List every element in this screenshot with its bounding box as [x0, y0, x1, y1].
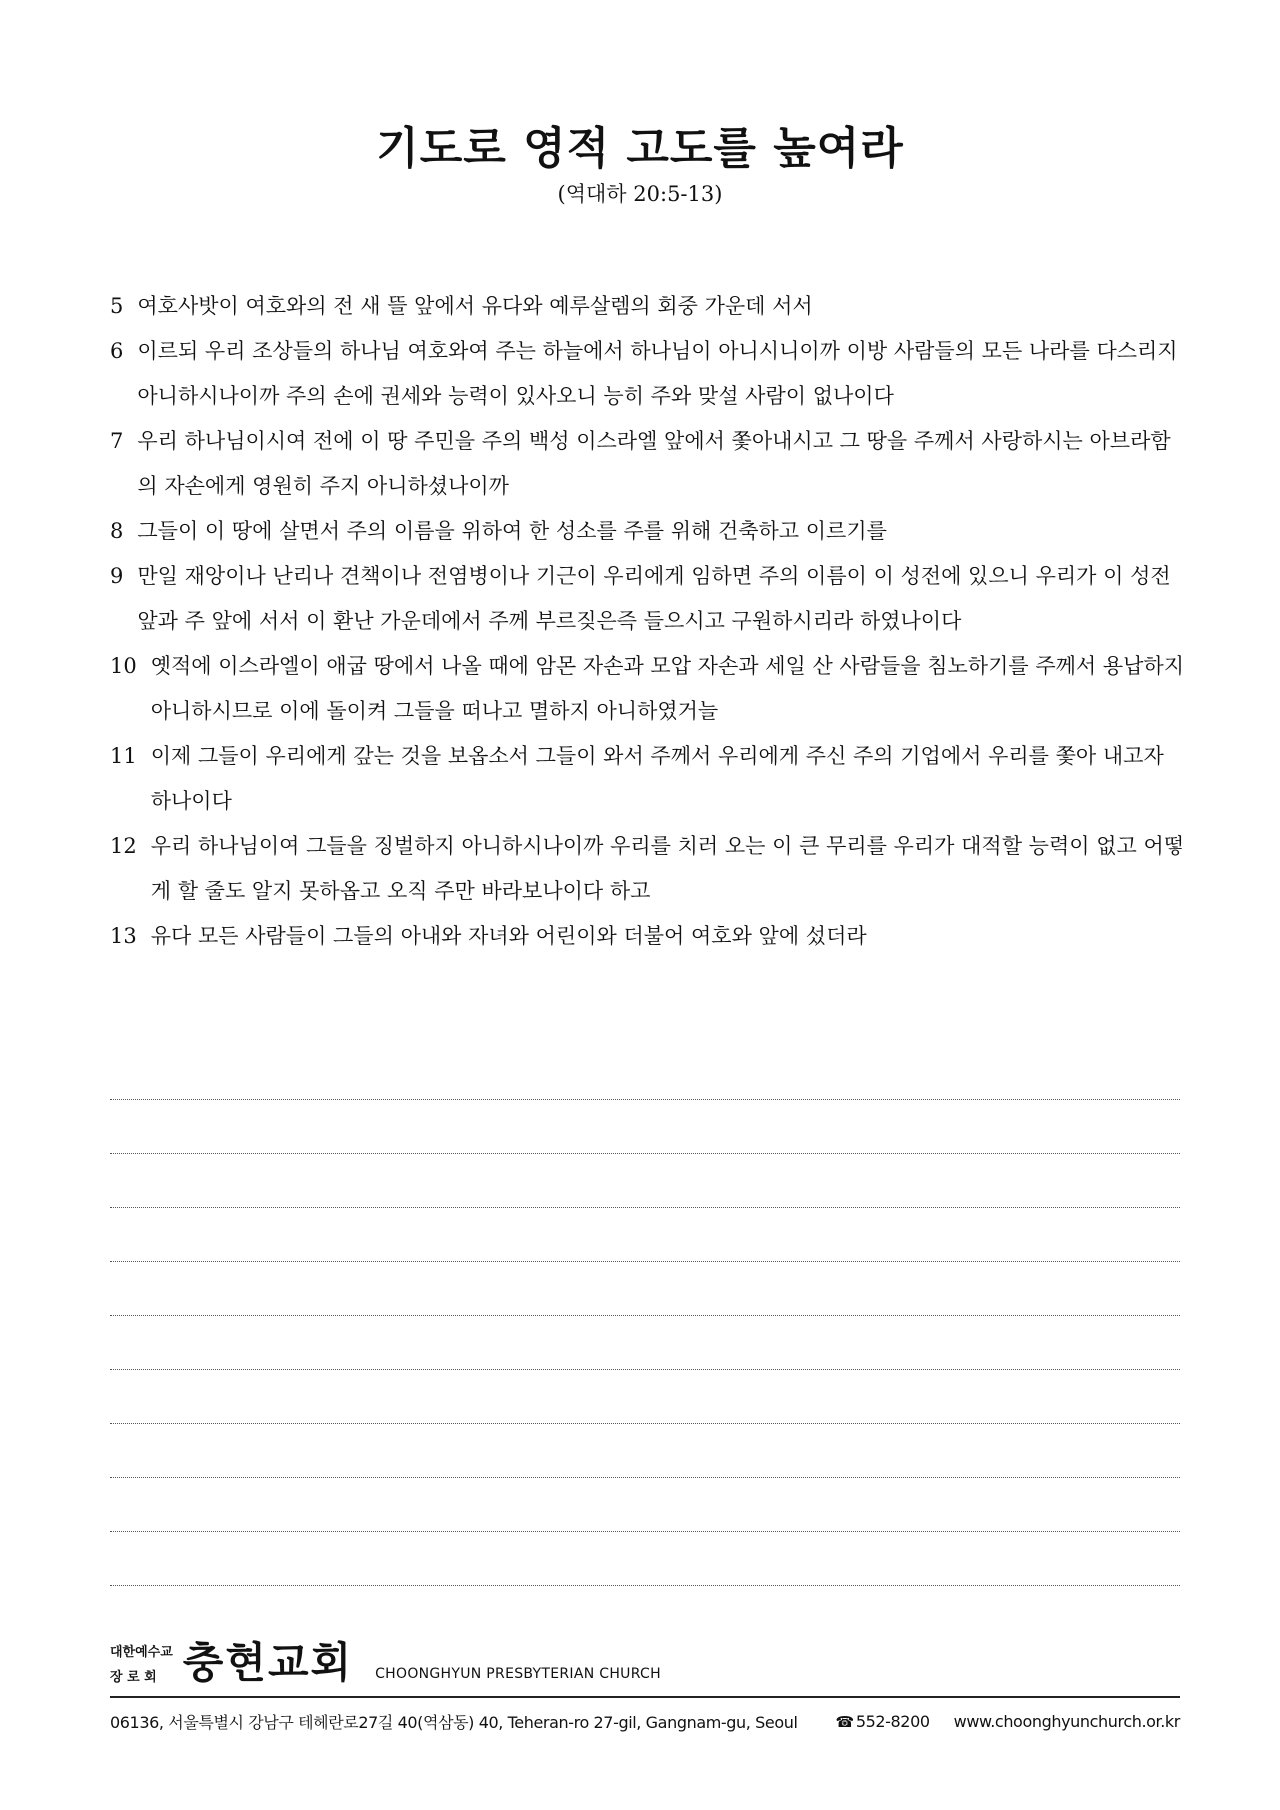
- verse-list: [110, 284, 1190, 959]
- verse-number: 5: [110, 294, 124, 318]
- verse-number: 13: [110, 924, 137, 948]
- verse-number: 11: [110, 744, 137, 768]
- verse-number: 9: [110, 564, 124, 588]
- logo-small-bottom: 장 로 회: [110, 1670, 157, 1685]
- note-line: [110, 1424, 1180, 1478]
- verse-item: [110, 284, 1190, 329]
- verse-item: [110, 644, 1190, 734]
- verse-item: [110, 419, 1190, 509]
- verse-number: 10: [110, 654, 137, 678]
- verse-item: [110, 554, 1190, 644]
- verse-text: 이르되 우리 조상들의 하나님 여호와여 주는 하늘에서 하나님이 아니시니이까 이방 사람들의 모든 나라를 다스리지 아니하시나이까 주의 손에 권세와 능력이 있사오니 능히 주와 맞설 사람이 없나이다: [137, 339, 1178, 408]
- verse-number: 12: [110, 834, 137, 858]
- website: www.choonghyunchurch.or.kr: [953, 1712, 1180, 1731]
- note-line: [110, 1316, 1180, 1370]
- verse-text: 그들이 이 땅에 살면서 주의 이름을 위하여 한 성소를 주를 위해 건축하고 이르기를: [137, 519, 887, 543]
- verse-item: [110, 824, 1190, 914]
- verse-item: [110, 734, 1190, 824]
- verse-item: [110, 509, 1190, 554]
- verse-number: 6: [110, 339, 124, 363]
- church-logo: [110, 1636, 1180, 1686]
- verse-text: 여호사밧이 여호와의 전 새 뜰 앞에서 유다와 예루살렘의 회중 가운데 서서: [137, 294, 813, 318]
- note-line: [110, 1154, 1180, 1208]
- phone-number: 552-8200: [855, 1712, 930, 1731]
- verse-text: 옛적에 이스라엘이 애굽 땅에서 나올 때에 암몬 자손과 모압 자손과 세일 산 사람들을 침노하기를 주께서 용납하지 아니하시므로 이에 돌이켜 그들을 떠나고 멸하지 아니하였거늘: [150, 654, 1185, 723]
- footer: [110, 1636, 1180, 1733]
- verse-text: 만일 재앙이나 난리나 견책이나 전염병이나 기근이 우리에게 임하면 주의 이름이 이 성전에 있으니 우리가 이 성전 앞과 주 앞에 서서 이 환난 가운데에서 주께 부르짖은즉 들으시고 구원하시리라 하였나이다: [137, 564, 1171, 633]
- scripture-reference: (역대하 20:5-13): [557, 182, 723, 206]
- verse-number: 8: [110, 519, 124, 543]
- page-title: 기도로 영적 고도를 높여라: [376, 123, 904, 174]
- note-line: [110, 1532, 1180, 1586]
- verse-item: [110, 914, 1190, 959]
- verse-number: 7: [110, 429, 124, 453]
- logo-denomination: [110, 1644, 173, 1686]
- note-line: [110, 1100, 1180, 1154]
- contact-row: [110, 1710, 1180, 1733]
- note-line: [110, 1478, 1180, 1532]
- logo-small-top: 대한예수교: [110, 1645, 173, 1660]
- verse-text: 우리 하나님이시여 전에 이 땅 주민을 주의 백성 이스라엘 앞에서 쫓아내시고 그 땅을 주께서 사랑하시는 아브라함의 자손에게 영원히 주지 아니하셨나이까: [137, 429, 1171, 498]
- note-lines: [110, 1046, 1180, 1586]
- note-line: [110, 1370, 1180, 1424]
- footer-divider: [110, 1696, 1180, 1698]
- verse-item: [110, 329, 1190, 419]
- phone: [836, 1712, 930, 1731]
- note-line: [110, 1208, 1180, 1262]
- address: 06136, 서울특별시 강남구 테헤란로27길 40(역삼동) 40, Teheran-ro 27-gil, Gangnam-gu, Seoul: [110, 1713, 798, 1732]
- verse-text: 이제 그들이 우리에게 갚는 것을 보옵소서 그들이 와서 주께서 우리에게 주신 주의 기업에서 우리를 쫓아 내고자 하나이다: [150, 744, 1164, 813]
- verse-text: 우리 하나님이여 그들을 징벌하지 아니하시나이까 우리를 치러 오는 이 큰 무리를 우리가 대적할 능력이 없고 어떻게 할 줄도 알지 못하옵고 오직 주만 바라보나이다 하고: [150, 834, 1185, 903]
- verse-text: 유다 모든 사람들이 그들의 아내와 자녀와 어린이와 더불어 여호와 앞에 섰더라: [150, 924, 867, 948]
- note-line: [110, 1262, 1180, 1316]
- telephone-icon: ☎: [835, 1713, 854, 1731]
- church-name-en: CHOONGHYUN PRESBYTERIAN CHURCH: [375, 1666, 661, 1682]
- logo-main: 충현교회: [182, 1638, 354, 1687]
- note-line: [110, 1046, 1180, 1100]
